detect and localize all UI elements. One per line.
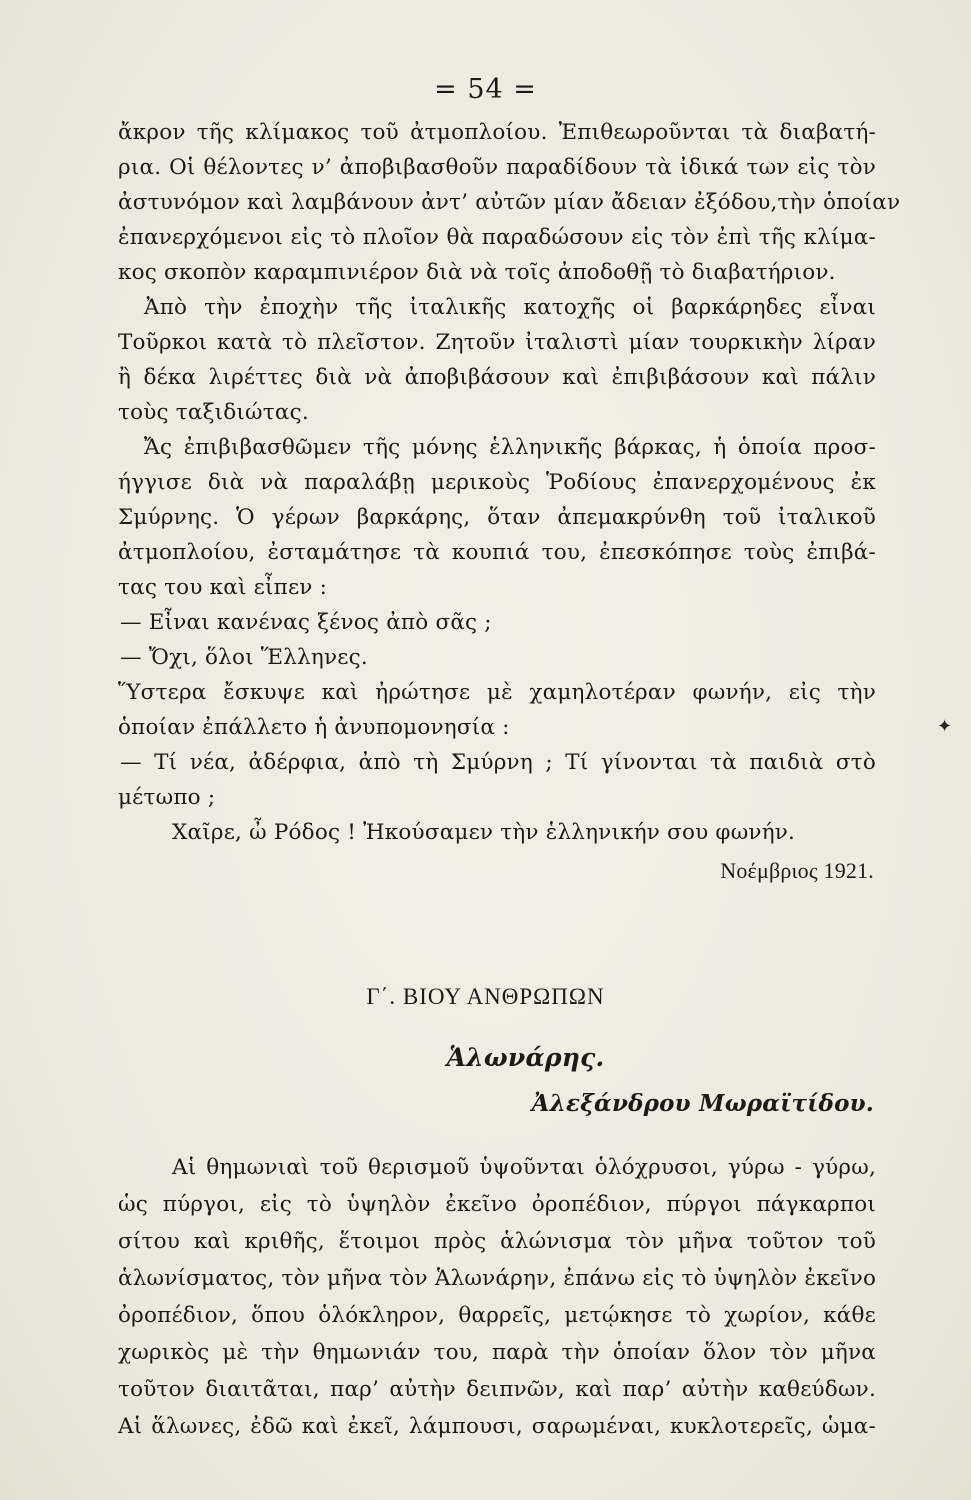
text-line: ἐπανερχόμενοι εἰς τὸ πλοῖον θὰ παραδώσουν εἰς τὸν ἐπὶ τῆς κλίμα- [118,225,876,250]
text-line: ἀτμοπλοίου, ἐσταμάτησε τὰ κουπιά του, ἐπεσκόπησε τοὺς ἐπιβά- [118,540,876,565]
dateline: Νοέμβριος 1921. [720,858,874,883]
story-line: χωρικὸς μὲ τὴν θημωνιάν του, παρὰ τὴν ὁποίαν ὅλον τὸν μῆνα [118,1340,876,1365]
dialogue-line: — Ὄχι, ὅλοι Ἕλληνες. [120,645,368,670]
text-line: τοὺς ταξιδιώτας. [118,400,309,425]
text-line: ἢ δέκα λιρέττες διὰ νὰ ἀποβιβάσουν καὶ ἐπιβιβάσουν καὶ πάλιν [118,365,876,390]
top-text-block [118,118,901,883]
story-line: ὡς πύργοι, εἰς τὸ ὑψηλὸν ἐκεῖνο ὀροπέδιον, πύργοι πάγκαρποι [118,1192,876,1217]
text-line: κος σκοπὸν καραμπινιέρον διὰ νὰ τοῖς ἀποδοθῇ τὸ διαβατήριον. [118,260,836,285]
text-line: ὁποίαν ἐπάλλετο ἡ ἀνυπομονησία : [118,715,510,740]
text-line: μέτωπο ; [118,785,216,810]
text-line: Ὕστερα ἔσκυψε καὶ ἠρώτησε μὲ χαμηλοτέραν φωνήν, εἰς τὴν [118,680,876,705]
author-name: Ἀλεξάνδρου Μωραϊτίδου. [531,1090,874,1117]
story-line: Αἱ θημωνιαὶ τοῦ θερισμοῦ ὑψοῦνται ὁλόχρυσοι, γύρω - γύρω, [172,1155,876,1180]
text-line: ἀστυνόμον καὶ λαμβάνουν ἀντ’ αὐτῶν μίαν ἄδειαν ἐξόδου,τὴν ὁποίαν [118,190,901,215]
text-line: ρια. Οἱ θέλοντες ν’ ἀποβιβασθοῦν παραδίδουν τὰ ἰδικά των εἰς τὸν [118,155,876,180]
section-heading: Γ΄. ΒΙΟΥ ΑΝΘΡΩΠΩΝ [366,984,605,1009]
story-line: ὀροπέδιον, ὅπου ὁλόκληρον, θαρρεῖς, μετῴκησε τὸ χωρίον, κάθε [118,1303,876,1328]
text-line: Χαῖρε, ὦ Ρόδος ! Ἠκούσαμεν τὴν ἑλληνικήν σου φωνήν. [172,820,796,845]
story-line: σίτου καὶ κριθῆς, ἕτοιμοι πρὸς ἁλώνισμα τὸν μῆνα τοῦτον τοῦ [118,1229,876,1254]
dialogue-line: — Τί νέα, ἀδέρφια, ἀπὸ τὴ Σμύρνη ; Τί γίνονται τὰ παιδιὰ στὸ [120,750,876,775]
story-text-block [118,1153,876,1443]
text-line: τας του καὶ εἶπεν : [118,575,328,600]
text-line: ήγγισε διὰ νὰ παραλάβῃ μερικοὺς Ῥοδίους ἐπανερχομένους ἐκ [118,470,876,495]
text-line: ἄκρον τῆς κλίμακος τοῦ ἀτμοπλοίου. Ἐπιθεωροῦνται τὰ διαβατή- [118,120,876,145]
story-line: τοῦτον διαιτᾶται, παρ’ αὐτὴν δειπνῶν, καὶ παρ’ αὐτὴν καθεύδων. [118,1377,876,1402]
story-title: Ἁλωνάρης. [446,1043,605,1072]
text-line: Σμύρνης. Ὁ γέρων βαρκάρης, ὅταν ἀπεμακρύνθη τοῦ ἰταλικοῦ [118,505,876,530]
story-line: Αἱ ἅλωνες, ἐδῶ καὶ ἐκεῖ, λάμπουσι, σαρωμέναι, κυκλοτερεῖς, ὡμα- [118,1414,876,1439]
story-line: ἁλωνίσματος, τὸν μῆνα τὸν Ἁλωνάρην, ἐπάνω εἰς τὸ ὑψηλὸν ἐκεῖνο [118,1266,877,1291]
ink-speck-icon: ✦ [937,716,953,737]
dialogue-line: — Εἶναι κανένας ξένος ἀπὸ σᾶς ; [120,610,492,635]
text-line: Τοῦρκοι κατὰ τὸ πλεῖστον. Ζητοῦν ἰταλιστὶ μίαν τουρκικὴν λίραν [118,330,876,355]
text-line: Ἄς ἐπιβιβασθῶμεν τῆς μόνης ἑλληνικῆς βάρκας, ἡ ὁποία προσ- [144,435,876,460]
text-line: Ἀπὸ τὴν ἐποχὴν τῆς ἰταλικῆς κατοχῆς οἱ βαρκάρηδες εἶναι [144,295,876,320]
page-number: = 54 = [434,74,537,105]
